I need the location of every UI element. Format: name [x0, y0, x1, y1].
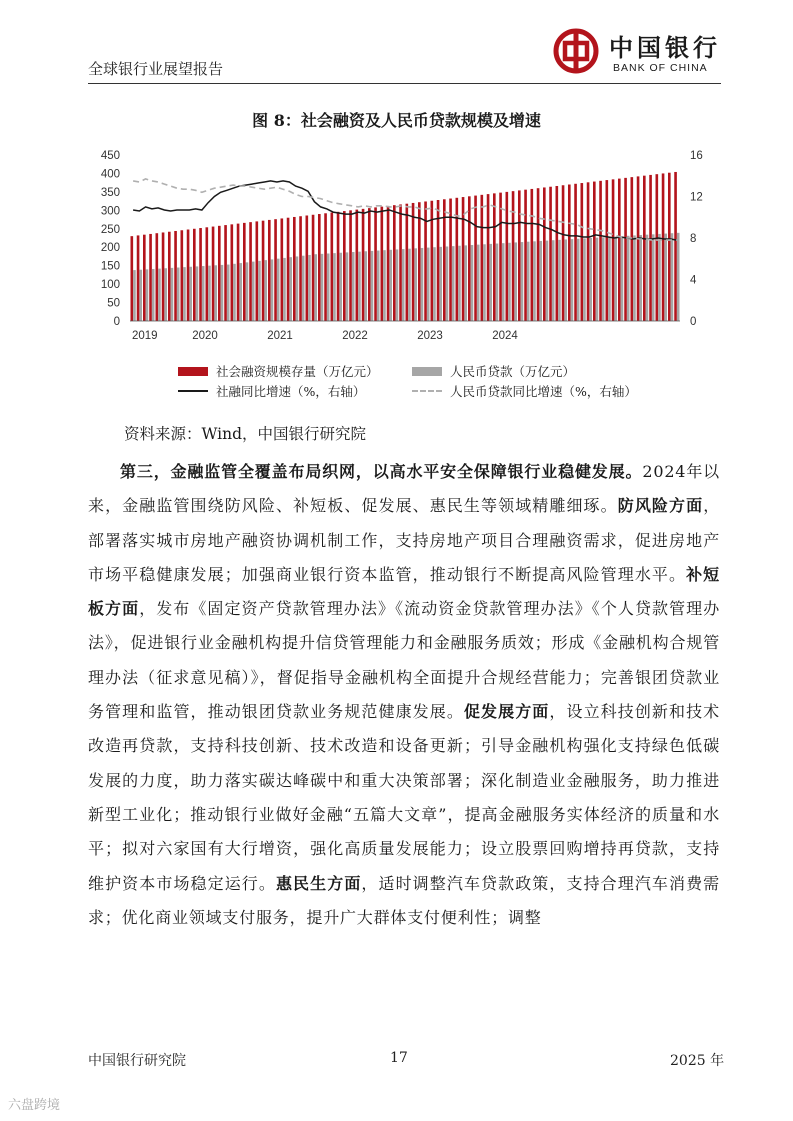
y-right-tick-label: 12 — [690, 191, 703, 204]
bar-tsf-stock — [218, 226, 221, 321]
bar-rmb-loans — [277, 259, 280, 321]
bar-tsf-stock — [474, 196, 477, 321]
bar-rmb-loans — [346, 252, 349, 321]
bar-tsf-stock — [612, 179, 615, 321]
bar-tsf-stock — [237, 224, 240, 321]
bar-tsf-stock — [499, 193, 502, 321]
bar-tsf-stock — [187, 230, 190, 321]
bar-tsf-stock — [599, 181, 602, 321]
legend-swatch-red — [178, 367, 208, 376]
y-right-tick-label: 8 — [690, 233, 697, 245]
y-left-tick-label: 350 — [100, 186, 120, 199]
bar-tsf-stock — [143, 235, 146, 321]
bar-tsf-stock — [631, 177, 634, 321]
page-number: 17 — [390, 1050, 408, 1066]
bar-rmb-loans — [646, 235, 649, 321]
bar-rmb-loans — [483, 244, 486, 321]
bar-tsf-stock — [199, 228, 202, 321]
bar-rmb-loans — [208, 266, 211, 321]
bar-rmb-loans — [177, 268, 180, 321]
bar-tsf-stock — [274, 219, 277, 321]
bar-tsf-stock — [174, 231, 177, 321]
bar-tsf-stock — [593, 182, 596, 321]
bar-tsf-stock — [293, 217, 296, 321]
bar-rmb-loans — [464, 245, 467, 321]
bar-rmb-loans — [439, 247, 442, 321]
bar-tsf-stock — [537, 188, 540, 321]
bar-rmb-loans — [371, 251, 374, 321]
bar-tsf-stock — [318, 214, 321, 321]
bar-rmb-loans — [446, 246, 449, 321]
bar-tsf-stock — [368, 208, 371, 321]
bar-rmb-loans — [283, 258, 286, 321]
bar-tsf-stock — [637, 176, 640, 321]
text-run: ，部署落实城市房地产融资协调机制工作，支持房地产项目合理融资需求，促进房地产市场平稳健康发展；加强商业银行资本监管，推动银行不断提高风险管理水平。 — [88, 496, 720, 584]
bar-rmb-loans — [146, 269, 149, 321]
legend-label: 人民币贷款同比增速（%，右轴） — [450, 384, 637, 399]
bar-tsf-stock — [356, 210, 359, 321]
bar-tsf-stock — [312, 215, 315, 321]
bar-rmb-loans — [608, 237, 611, 321]
x-tick-label: 2021 — [267, 330, 293, 342]
bar-rmb-loans — [221, 265, 224, 321]
bar-tsf-stock — [162, 232, 165, 321]
bar-tsf-stock — [362, 209, 365, 321]
bold-heading-livelihood: 惠民生方面 — [275, 873, 362, 893]
bar-rmb-loans — [571, 239, 574, 321]
report-title: 全球银行业展望报告 — [88, 60, 224, 78]
bar-rmb-loans — [252, 262, 255, 321]
x-tick-label: 2020 — [192, 330, 218, 342]
bar-rmb-loans — [671, 233, 674, 321]
bar-rmb-loans — [321, 254, 324, 321]
bar-rmb-loans — [183, 267, 186, 321]
y-left-tick-label: 450 — [100, 150, 120, 162]
bar-rmb-loans — [577, 239, 580, 321]
financing-loans-chart — [0, 140, 793, 355]
bank-logo — [553, 26, 723, 80]
bar-tsf-stock — [299, 216, 302, 321]
bar-rmb-loans — [658, 234, 661, 321]
bar-rmb-loans — [639, 235, 642, 321]
body-text — [88, 455, 720, 935]
bar-rmb-loans — [377, 251, 380, 321]
text-run: ，发布《固定资产贷款管理办法》《流动资金贷款管理办法》《个人贷款管理办法》，促进银行业金融机构提升信贷管理能力和金融服务质效；形成《金融机构合规管理办法（征求意见稿）》，督促指导金融机构全面提升合规经营能力；完善银团贷款业务管理和监管，推动银团贷款业务规范健康发展。 — [88, 599, 720, 722]
bar-tsf-stock — [212, 227, 215, 321]
bar-tsf-stock — [649, 175, 652, 321]
bar-rmb-loans — [633, 235, 636, 321]
legend-label: 人民币贷款（万亿元） — [450, 364, 576, 379]
bar-tsf-stock — [418, 202, 421, 321]
y-left-tick-label: 100 — [100, 279, 120, 292]
footer-year: 2025 年 — [670, 1053, 725, 1069]
bar-tsf-stock — [374, 207, 377, 321]
bar-rmb-loans — [521, 242, 524, 321]
bar-rmb-loans — [477, 245, 480, 321]
bar-rmb-loans — [458, 246, 461, 321]
bar-tsf-stock — [249, 222, 252, 321]
bar-rmb-loans — [308, 255, 311, 321]
bar-tsf-stock — [206, 227, 209, 321]
y-left-tick-label: 200 — [100, 242, 120, 255]
footer-institute: 中国银行研究院 — [88, 1053, 186, 1069]
paragraph — [88, 455, 720, 935]
y-left-tick-label: 150 — [100, 260, 120, 273]
bar-rmb-loans — [227, 265, 230, 321]
legend-item-tsf-growth — [178, 382, 365, 400]
bar-rmb-loans — [596, 238, 599, 321]
bar-tsf-stock — [424, 201, 427, 321]
bar-tsf-stock — [181, 230, 184, 321]
bar-tsf-stock — [412, 203, 415, 321]
bar-rmb-loans — [389, 250, 392, 321]
paragraph-lead: 第三，金融监管全覆盖布局织网，以高水平安全保障银行业稳健发展。 — [120, 462, 643, 481]
bar-tsf-stock — [387, 206, 390, 321]
y-right-tick-label: 16 — [690, 150, 703, 162]
bar-rmb-loans — [214, 265, 217, 321]
bar-rmb-loans — [271, 259, 274, 321]
bar-rmb-loans — [471, 245, 474, 321]
bar-rmb-loans — [202, 266, 205, 321]
bar-rmb-loans — [552, 240, 555, 321]
legend-swatch-gray — [412, 367, 442, 376]
bar-rmb-loans — [333, 253, 336, 321]
bar-tsf-stock — [518, 190, 521, 321]
bar-tsf-stock — [131, 236, 134, 321]
bar-tsf-stock — [662, 173, 665, 321]
bar-tsf-stock — [287, 218, 290, 321]
text-run: ，设立科技创新和技术改造再贷款，支持科技创新、技术改造和设备更新；引导金融机构强化支持绿色低碳发展的力度，助力落实碳达峰碳中和重大决策部署；深化制造业金融服务，助力推进新型工业化；推动银行业做好金融“五篇大文章”，提高金融服务实体经济的质量和水平；拟对六家国有大行增资，强化高质量发展能力；设立股票回购增持再贷款，支持维护资本市场稳定运行。 — [88, 702, 720, 893]
bar-tsf-stock — [524, 190, 527, 321]
bar-rmb-loans — [621, 236, 624, 321]
bar-rmb-loans — [171, 268, 174, 321]
bar-rmb-loans — [239, 263, 242, 321]
bar-rmb-loans — [502, 243, 505, 321]
header-divider — [88, 83, 721, 84]
logo-english-name: BANK OF CHINA — [613, 62, 708, 74]
bar-tsf-stock — [543, 187, 546, 321]
legend-item-rmb-loans — [412, 362, 575, 380]
bar-tsf-stock — [349, 210, 352, 321]
bar-rmb-loans — [408, 249, 411, 321]
bar-rmb-loans — [533, 241, 536, 321]
bold-heading-development: 促发展方面 — [463, 702, 550, 722]
bar-rmb-loans — [139, 270, 142, 321]
bar-tsf-stock — [674, 172, 677, 321]
bar-rmb-loans — [452, 246, 455, 321]
bold-heading-risk: 防风险方面 — [617, 496, 704, 516]
bar-rmb-loans — [383, 250, 386, 321]
bar-rmb-loans — [489, 244, 492, 321]
bar-tsf-stock — [624, 178, 627, 321]
bar-rmb-loans — [196, 266, 199, 321]
bar-rmb-loans — [189, 267, 192, 321]
bar-tsf-stock — [406, 204, 409, 321]
bar-tsf-stock — [549, 187, 552, 321]
bar-rmb-loans — [264, 260, 267, 321]
text-run: 2024年以来，金融监管围绕防风险、补短板、促发展、惠民生等领域精雕细琢。 — [88, 462, 720, 516]
legend-label: 社融同比增速（%，右轴） — [216, 384, 366, 399]
bar-tsf-stock — [512, 191, 515, 321]
bar-tsf-stock — [137, 235, 140, 321]
bar-rmb-loans — [396, 249, 399, 321]
bar-tsf-stock — [331, 213, 334, 321]
y-right-tick-label: 0 — [690, 316, 697, 328]
bar-tsf-stock — [506, 192, 509, 321]
logo-chinese-name: 中国银行 — [609, 33, 721, 62]
bar-tsf-stock — [343, 211, 346, 321]
bar-rmb-loans — [664, 234, 667, 321]
bar-tsf-stock — [574, 184, 577, 321]
legend-item-loan-growth — [412, 382, 637, 400]
bar-tsf-stock — [493, 193, 496, 321]
bar-tsf-stock — [149, 234, 152, 321]
bar-tsf-stock — [324, 213, 327, 321]
bar-tsf-stock — [243, 223, 246, 321]
bar-rmb-loans — [289, 257, 292, 321]
bar-tsf-stock — [256, 221, 259, 321]
bar-rmb-loans — [258, 261, 261, 321]
bar-tsf-stock — [668, 173, 671, 321]
bar-rmb-loans — [152, 269, 155, 321]
bar-tsf-stock — [168, 232, 171, 321]
bar-tsf-stock — [306, 215, 309, 321]
bar-rmb-loans — [358, 252, 361, 321]
bar-rmb-loans — [364, 251, 367, 321]
bar-tsf-stock — [556, 186, 559, 321]
legend-swatch-solid-line — [178, 390, 208, 392]
bar-rmb-loans — [414, 248, 417, 321]
bar-tsf-stock — [337, 212, 340, 321]
bar-rmb-loans — [421, 248, 424, 321]
bar-rmb-loans — [296, 256, 299, 321]
text-run: ，适时调整汽车贷款政策，支持合理汽车消费需求；优化商业领域支付服务，提升广大群体支付便利性；调整 — [88, 873, 720, 927]
bar-tsf-stock — [268, 220, 271, 321]
bar-tsf-stock — [381, 207, 384, 321]
bar-rmb-loans — [677, 233, 680, 321]
bar-rmb-loans — [527, 242, 530, 321]
bar-rmb-loans — [539, 241, 542, 321]
bar-rmb-loans — [314, 254, 317, 321]
bar-rmb-loans — [158, 269, 161, 321]
legend-swatch-dashed-line — [412, 390, 442, 392]
bar-rmb-loans — [433, 247, 436, 321]
bar-rmb-loans — [514, 242, 517, 321]
bar-tsf-stock — [656, 174, 659, 321]
bar-rmb-loans — [402, 249, 405, 321]
bar-rmb-loans — [508, 243, 511, 321]
watermark: 六盘跨境 — [8, 1097, 61, 1112]
bar-rmb-loans — [564, 239, 567, 321]
bar-tsf-stock — [281, 218, 284, 321]
legend-item-tsf-stock — [178, 362, 379, 380]
bar-rmb-loans — [302, 256, 305, 321]
y-left-tick-label: 0 — [113, 316, 120, 328]
x-tick-label: 2019 — [132, 330, 158, 342]
bar-rmb-loans — [589, 238, 592, 321]
bar-tsf-stock — [562, 185, 565, 321]
bar-tsf-stock — [231, 224, 234, 321]
bar-tsf-stock — [193, 229, 196, 321]
bar-tsf-stock — [531, 189, 534, 321]
bar-rmb-loans — [558, 240, 561, 321]
bar-tsf-stock — [568, 185, 571, 321]
bar-rmb-loans — [164, 268, 167, 321]
x-tick-label: 2024 — [492, 330, 518, 342]
bar-rmb-loans — [602, 237, 605, 321]
bar-tsf-stock — [468, 196, 471, 321]
y-left-tick-label: 300 — [100, 205, 120, 218]
bar-rmb-loans — [133, 270, 136, 321]
bar-tsf-stock — [224, 225, 227, 321]
bar-tsf-stock — [581, 183, 584, 321]
chart-source: 资料来源：Wind，中国银行研究院 — [124, 425, 367, 443]
bar-rmb-loans — [496, 244, 499, 321]
bar-rmb-loans — [352, 252, 355, 321]
bar-tsf-stock — [481, 195, 484, 321]
bar-tsf-stock — [643, 176, 646, 321]
bold-heading-gaps: 补短板方面 — [88, 564, 720, 619]
x-tick-label: 2023 — [417, 330, 443, 342]
bar-tsf-stock — [462, 197, 465, 321]
bar-rmb-loans — [339, 253, 342, 321]
bar-tsf-stock — [156, 233, 159, 321]
bar-tsf-stock — [487, 194, 490, 321]
bar-rmb-loans — [427, 248, 430, 321]
bank-of-china-emblem-icon — [553, 28, 599, 74]
bar-tsf-stock — [399, 204, 402, 321]
bar-rmb-loans — [583, 238, 586, 321]
y-left-tick-label: 400 — [100, 168, 120, 181]
y-left-tick-label: 250 — [100, 223, 120, 236]
figure-title: 图 8：社会融资及人民币贷款规模及增速 — [252, 111, 541, 130]
y-right-tick-label: 4 — [690, 274, 697, 287]
y-left-tick-label: 50 — [107, 297, 120, 310]
bar-rmb-loans — [246, 262, 249, 321]
bar-tsf-stock — [618, 179, 621, 321]
bar-tsf-stock — [393, 205, 396, 321]
bar-tsf-stock — [606, 180, 609, 321]
bar-rmb-loans — [627, 236, 630, 321]
bar-tsf-stock — [587, 182, 590, 321]
bar-rmb-loans — [327, 253, 330, 321]
bar-rmb-loans — [233, 264, 236, 321]
x-tick-label: 2022 — [342, 330, 368, 342]
legend-label: 社会融资规模存量（万亿元） — [216, 364, 379, 379]
bar-tsf-stock — [262, 221, 265, 321]
bar-rmb-loans — [614, 237, 617, 321]
bar-rmb-loans — [546, 241, 549, 321]
bar-rmb-loans — [652, 234, 655, 321]
